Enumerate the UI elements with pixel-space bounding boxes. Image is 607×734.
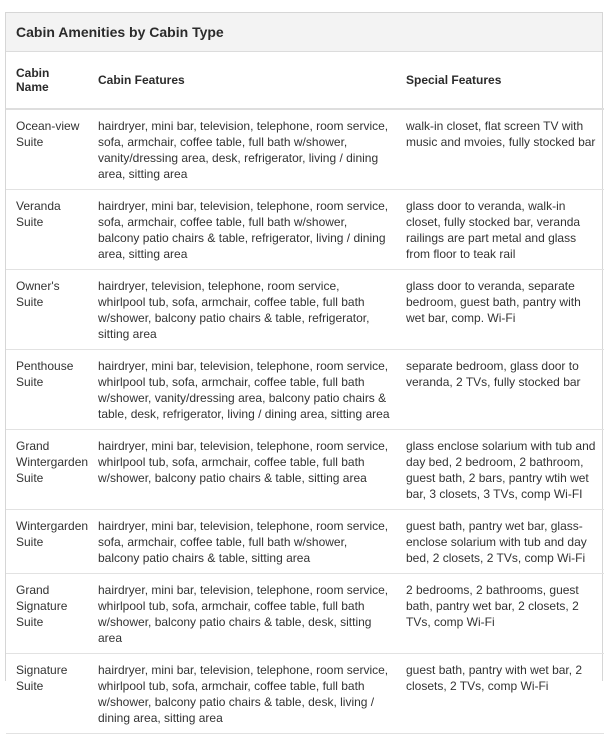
table-row: [6, 654, 604, 734]
special-features-cell: separate bedroom, glass door to veranda, 2 TVs, fully stocked bar: [396, 350, 604, 430]
table-row: [6, 430, 604, 510]
amenities-table: [6, 52, 604, 734]
cabin-features-cell: hairdryer, mini bar, television, telephone, room service, sofa, armchair, coffee table, full bath w/shower, balcony patio chairs & table, sitting area: [88, 510, 396, 574]
special-features-cell: 2 bedrooms, 2 bathrooms, guest bath, pantry wet bar, 2 closets, 2 TVs, comp Wi-Fi: [396, 574, 604, 654]
table-row: [6, 350, 604, 430]
cabin-features-cell: hairdryer, mini bar, television, telephone, room service, sofa, armchair, coffee table, full bath w/shower, vanity/dressing area, desk, refrigerator, living / dining area, sitting area: [88, 109, 396, 190]
cabin-name-cell: Penthouse Suite: [6, 350, 88, 430]
table-row: [6, 574, 604, 654]
header-cabin-features: Cabin Features: [88, 52, 396, 109]
cabin-name-cell: Ocean-view Suite: [6, 109, 88, 190]
cabin-features-cell: hairdryer, television, telephone, room service, whirlpool tub, sofa, armchair, coffee table, full bath w/shower, balcony patio chairs & table, refrigerator, sitting area: [88, 270, 396, 350]
table-row: [6, 270, 604, 350]
table-row: [6, 510, 604, 574]
cabin-features-cell: hairdryer, mini bar, television, telephone, room service, whirlpool tub, sofa, armchair, coffee table, full bath w/shower, balcony patio chairs & table, desk, living / dining area, sitting area: [88, 654, 396, 734]
cabin-name-cell: Grand Signature Suite: [6, 574, 88, 654]
header-special-features: Special Features: [396, 52, 604, 109]
cabin-name-cell: Veranda Suite: [6, 190, 88, 270]
cabin-name-cell: Signature Suite: [6, 654, 88, 734]
special-features-cell: walk-in closet, flat screen TV with music and mvoies, fully stocked bar: [396, 109, 604, 190]
cabin-features-cell: hairdryer, mini bar, television, telephone, room service, whirlpool tub, sofa, armchair, coffee table, full bath w/shower, balcony patio chairs & table, desk, sitting area: [88, 574, 396, 654]
cabin-features-cell: hairdryer, mini bar, television, telephone, room service, sofa, armchair, coffee table, full bath w/shower, balcony patio chairs & table, refrigerator, living / dining area, sitting area: [88, 190, 396, 270]
special-features-cell: guest bath, pantry wet bar, glass-enclose solarium with tub and day bed, 2 closets, 2 TVs, comp Wi-Fi: [396, 510, 604, 574]
header-cabin-name: Cabin Name: [6, 52, 88, 109]
special-features-cell: glass enclose solarium with tub and day bed, 2 bedroom, 2 bathroom, guest bath, 2 bars, pantry wtih wet bar, 3 closets, 3 TVs, comp Wi-FI: [396, 430, 604, 510]
special-features-cell: glass door to veranda, walk-in closet, fully stocked bar, veranda railings are part metal and glass from floor to teak rail: [396, 190, 604, 270]
table-row: [6, 109, 604, 190]
special-features-cell: guest bath, pantry with wet bar, 2 closets, 2 TVs, comp Wi-Fi: [396, 654, 604, 734]
cabin-name-cell: Wintergarden Suite: [6, 510, 88, 574]
panel-title: Cabin Amenities by Cabin Type: [6, 13, 602, 52]
cabin-features-cell: hairdryer, mini bar, television, telephone, room service, whirlpool tub, sofa, armchair, coffee table, full bath w/shower, vanity/dressing area, balcony patio chairs & table, desk, refrigerator, living / dining area, sitting area: [88, 350, 396, 430]
special-features-cell: glass door to veranda, separate bedroom, guest bath, pantry with wet bar, comp. Wi-Fi: [396, 270, 604, 350]
amenities-panel: [5, 12, 603, 725]
cabin-name-cell: Grand Wintergarden Suite: [6, 430, 88, 510]
table-header-row: [6, 52, 604, 109]
cabin-name-cell: Owner's Suite: [6, 270, 88, 350]
cabin-features-cell: hairdryer, mini bar, television, telephone, room service, whirlpool tub, sofa, armchair, coffee table, full bath w/shower, balcony patio chairs & table, sitting area: [88, 430, 396, 510]
table-row: [6, 190, 604, 270]
